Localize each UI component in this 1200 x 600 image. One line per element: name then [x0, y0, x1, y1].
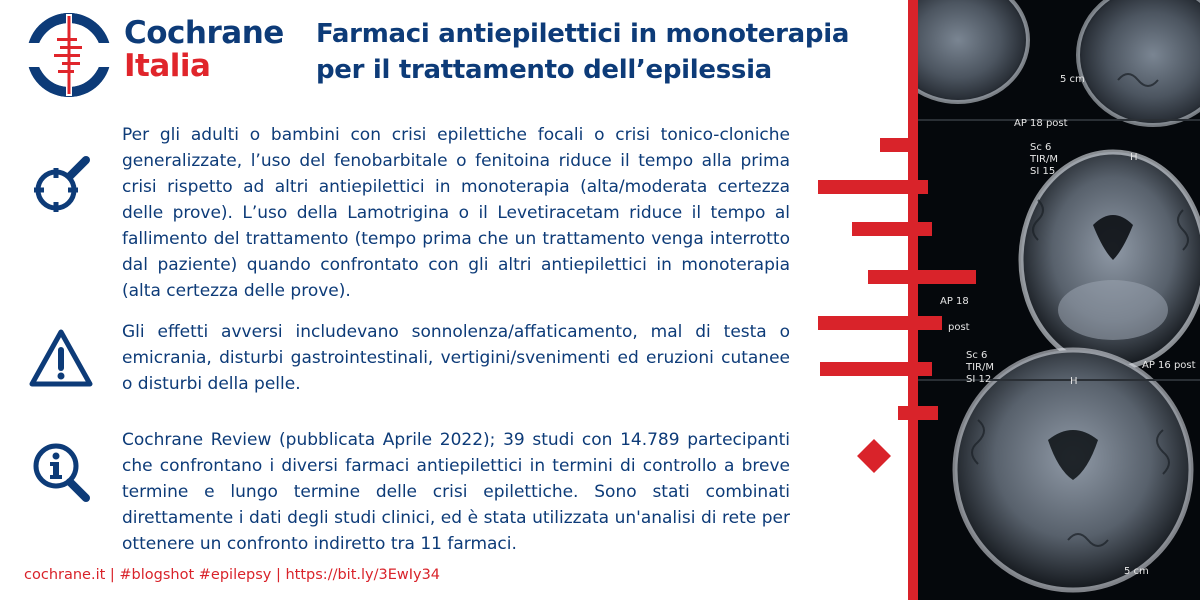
brand-line-2: Italia	[124, 48, 211, 84]
scan-label: SI 15	[1030, 166, 1056, 177]
scan-label: H	[1130, 152, 1138, 163]
scan-label: TIR/M	[966, 362, 995, 373]
red-bar	[868, 270, 976, 284]
section-review-info-text: Cochrane Review (pubblicata Aprile 2022); 39 studi con 14.789 partecipanti che confrontano i diversi farmaci antiepilettici in termini di controllo a breve termine e lungo termine delle crisi epilettiche. Sono stati combinati direttamente i dati degli studi clinici, ed è stata utilizzata un'analisi di rete per ottenere un confronto indiretto tra 11 farmaci.	[122, 430, 790, 554]
scan-label: post	[948, 322, 970, 333]
red-diamond	[857, 439, 891, 473]
red-bar	[880, 138, 908, 152]
footer	[24, 567, 440, 583]
footer-hashtags[interactable]: #blogshot #epilepsy	[119, 567, 272, 583]
brand-line-1: Cochrane	[124, 15, 284, 51]
scan-label: AP 18	[940, 296, 969, 307]
red-bar	[818, 316, 942, 330]
scan-label: H	[1070, 376, 1078, 387]
title-line-1: Farmaci antiepilettici in monoterapia	[316, 19, 850, 49]
red-vertical-line	[908, 0, 918, 600]
red-bar	[818, 180, 928, 194]
scan-label: AP 18 post	[1014, 118, 1068, 129]
scan-label: SI 12	[966, 374, 992, 385]
scan-label: TIR/M	[1030, 154, 1059, 165]
scan-label: 5 cm	[1124, 566, 1149, 577]
scan-label: 5 cm	[1060, 74, 1085, 85]
page-title	[316, 16, 876, 88]
scan-label: AP 16 post	[1142, 360, 1196, 371]
red-bar	[898, 406, 938, 420]
section-adverse-effects-text: Gli effetti avversi includevano sonnolenza/affaticamento, mal di testa o emicrania, disturbi gastrointestinali, vertigini/svenimenti ed eruzioni cutanee o disturbi della pelle.	[122, 322, 790, 394]
brand	[124, 15, 284, 84]
target-search-icon	[28, 152, 94, 218]
footer-separator: |	[105, 567, 120, 583]
red-bar	[820, 362, 932, 376]
cochrane-logo	[24, 10, 114, 100]
footer-separator: |	[271, 567, 286, 583]
info-search-icon	[28, 440, 94, 506]
scan-label: Sc 6	[1030, 142, 1052, 153]
footer-site-link[interactable]: cochrane.it	[24, 567, 106, 583]
section-summary-text: Per gli adulti o bambini con crisi epilettiche focali o crisi tonico-cloniche generalizzate, l’uso del fenobarbitale o fenitoina riduce il tempo alla prima crisi rispetto ad altri antiepilettici in monoterapia (alta/moderata certezza delle prove). L’uso della Lamotrigina o il Levetiracetam riduce il tempo al fallimento del trattamento (tempo prima che un trattamento venga interrotto dal paziente) quando confrontato con gli altri antiepilettici in monoterapia (alta certezza delle prove).	[122, 125, 790, 301]
mri-scan-image	[918, 0, 1200, 600]
title-line-2: per il trattamento dell’epilessia	[316, 55, 772, 85]
red-bar	[852, 222, 932, 236]
warning-icon	[28, 326, 94, 392]
footer-short-link[interactable]: https://bit.ly/3EwIy34	[285, 567, 441, 583]
scan-label: Sc 6	[966, 350, 988, 361]
